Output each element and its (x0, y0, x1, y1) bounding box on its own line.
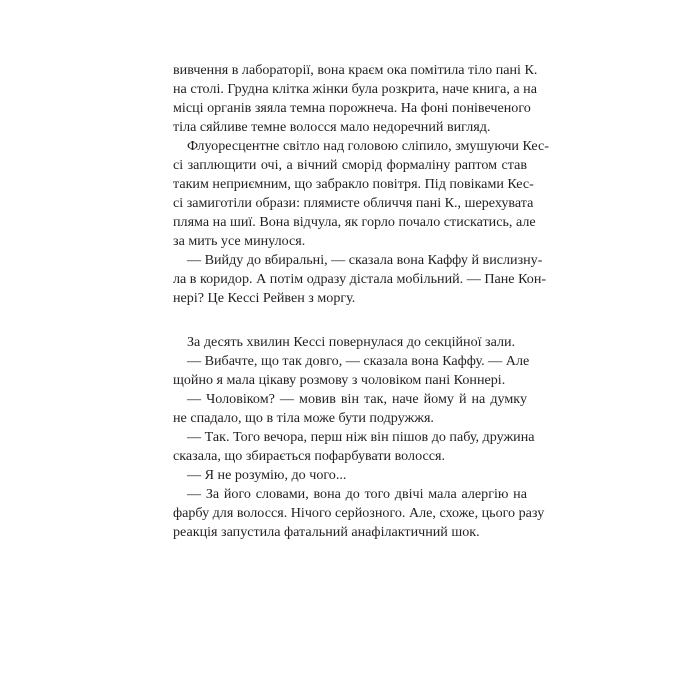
text-line: таким неприємним, що забракло повітря. Під повіками Кес- (173, 176, 534, 192)
text-line: пляма на шиї. Вона відчула, як горло почало стискатись, але (173, 214, 536, 230)
text-section-2 (173, 333, 545, 542)
text-section-1 (173, 61, 549, 308)
text-line: щойно я мала цікаву розмову з чоловіком пані Коннері. (173, 372, 506, 388)
text-line: Флуоресцентне світло над головою сліпило, змушуючи Кес- (187, 138, 549, 154)
text-line: вивчення в лабораторії, вона краєм ока помітила тіло пані К. (173, 62, 538, 78)
text-line: ла в коридор. А потім одразу дістала мобільний. — Пане Кон- (173, 271, 547, 287)
text-line: — Так. Того вечора, перш ніж він пішов до пабу, дружина (187, 429, 535, 445)
text-line: нері? Це Кессі Рейвен з моргу. (173, 290, 356, 306)
text-line: — Вийду до вбиральні, — сказала вона Каффу й вислизну- (187, 252, 543, 268)
text-line: сі заплющити очі, а вічний сморід формаліну раптом став (173, 157, 527, 173)
text-line: сі замиготіли образи: плямисте обличчя пані К., шерехувата (173, 195, 534, 211)
text-line: — Вибачте, що так довго, — сказала вона Каффу. — Але (187, 353, 530, 369)
text-line: тіла сяйливе темне волосся мало недоречний вигляд. (173, 119, 491, 135)
text-line: на столі. Грудна клітка жінки була розкрита, наче книга, а на (173, 81, 537, 97)
text-line: — Я не розумію, до чого... (187, 467, 347, 483)
text-line: фарбу для волосся. Нічого серйозного. Але, схоже, цього разу (173, 505, 545, 521)
text-line: За десять хвилин Кессі повернулася до секційної зали. (187, 334, 516, 350)
text-line: реакція запустила фатальний анафілактичний шок. (173, 524, 480, 540)
text-line: місці органів зяяла темна порожнеча. На фоні понівеченого (173, 100, 531, 116)
text-line: — Чоловіком? — мовив він так, наче йому й на думку (187, 391, 527, 407)
text-line: — За його словами, вона до того двічі мала алергію на (187, 486, 527, 502)
text-line: не спадало, що в тіла може бути подружжя. (173, 410, 434, 426)
text-line: за мить усе минулося. (173, 233, 306, 249)
text-line: сказала, що збирається пофарбувати волосся. (173, 448, 445, 464)
